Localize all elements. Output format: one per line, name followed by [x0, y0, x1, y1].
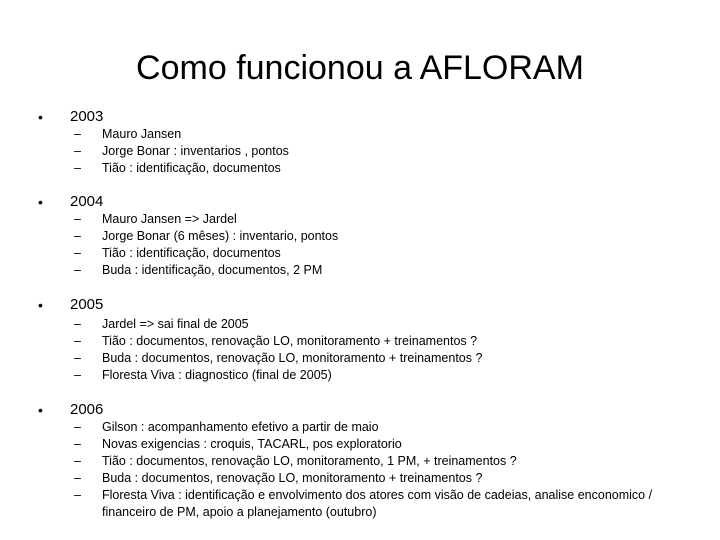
dash-icon: –: [74, 351, 81, 365]
dash-icon: –: [74, 263, 81, 277]
list-item: [74, 333, 674, 350]
list-item: [74, 245, 674, 262]
item-list: [74, 419, 674, 521]
dash-icon: –: [74, 488, 81, 502]
section-year: 2005: [70, 296, 104, 313]
item-text: Gilson : acompanhamento efetivo a partir de maio: [102, 420, 379, 434]
dash-icon: –: [74, 454, 81, 468]
bullet-icon: •: [38, 194, 43, 210]
list-item: [74, 143, 674, 160]
dash-icon: –: [74, 437, 81, 451]
section-year: 2004: [70, 193, 104, 210]
item-text: Jorge Bonar : inventarios , pontos: [102, 144, 289, 158]
item-text: Floresta Viva : identificação e envolvimento dos atores com visão de cadeias, analise enconomico / financeiro de PM, apoio a planejamento (outubro): [102, 488, 653, 519]
item-text: Mauro Jansen: [102, 127, 182, 141]
dash-icon: –: [74, 212, 81, 226]
section-year: 2003: [70, 108, 104, 125]
dash-icon: –: [74, 420, 81, 434]
section-year: 2006: [70, 401, 104, 418]
item-text: Buda : documentos, renovação LO, monitoramento + treinamentos ?: [102, 471, 483, 485]
list-item: [74, 316, 674, 333]
item-text: Tião : documentos, renovação LO, monitoramento + treinamentos ?: [102, 334, 478, 348]
list-item: [74, 453, 674, 470]
item-text: Floresta Viva : diagnostico (final de 2005): [102, 368, 332, 382]
item-list: [74, 126, 674, 177]
dash-icon: –: [74, 317, 81, 331]
list-item: [74, 228, 674, 245]
list-item: [74, 350, 674, 367]
item-text: Buda : identificação, documentos, 2 PM: [102, 263, 323, 277]
item-text: Jorge Bonar (6 mêses) : inventario, pontos: [102, 229, 339, 243]
bullet-icon: •: [38, 109, 43, 125]
item-text: Tião : identificação, documentos: [102, 161, 281, 175]
dash-icon: –: [74, 368, 81, 382]
item-list: [74, 316, 674, 384]
slide-title: Como funcionou a AFLORAM: [136, 49, 584, 87]
dash-icon: –: [74, 246, 81, 260]
item-list: [74, 211, 674, 279]
bullet-icon: •: [38, 402, 43, 418]
item-text: Mauro Jansen => Jardel: [102, 212, 237, 226]
dash-icon: –: [74, 127, 81, 141]
list-item: [74, 419, 674, 436]
bullet-icon: •: [38, 297, 43, 313]
item-text: Jardel => sai final de 2005: [102, 317, 249, 331]
list-item: [74, 126, 674, 143]
dash-icon: –: [74, 471, 81, 485]
dash-icon: –: [74, 229, 81, 243]
dash-icon: –: [74, 144, 81, 158]
list-item: [74, 262, 674, 279]
list-item: [74, 367, 674, 384]
item-text: Novas exigencias : croquis, TACARL, pos exploratorio: [102, 437, 402, 451]
dash-icon: –: [74, 334, 81, 348]
list-item: [74, 487, 674, 521]
item-text: Tião : identificação, documentos: [102, 246, 281, 260]
item-text: Tião : documentos, renovação LO, monitoramento, 1 PM, + treinamentos ?: [102, 454, 517, 468]
list-item: [74, 211, 674, 228]
dash-icon: –: [74, 161, 81, 175]
list-item: [74, 470, 674, 487]
item-text: Buda : documentos, renovação LO, monitoramento + treinamentos ?: [102, 351, 483, 365]
list-item: [74, 160, 674, 177]
list-item: [74, 436, 674, 453]
